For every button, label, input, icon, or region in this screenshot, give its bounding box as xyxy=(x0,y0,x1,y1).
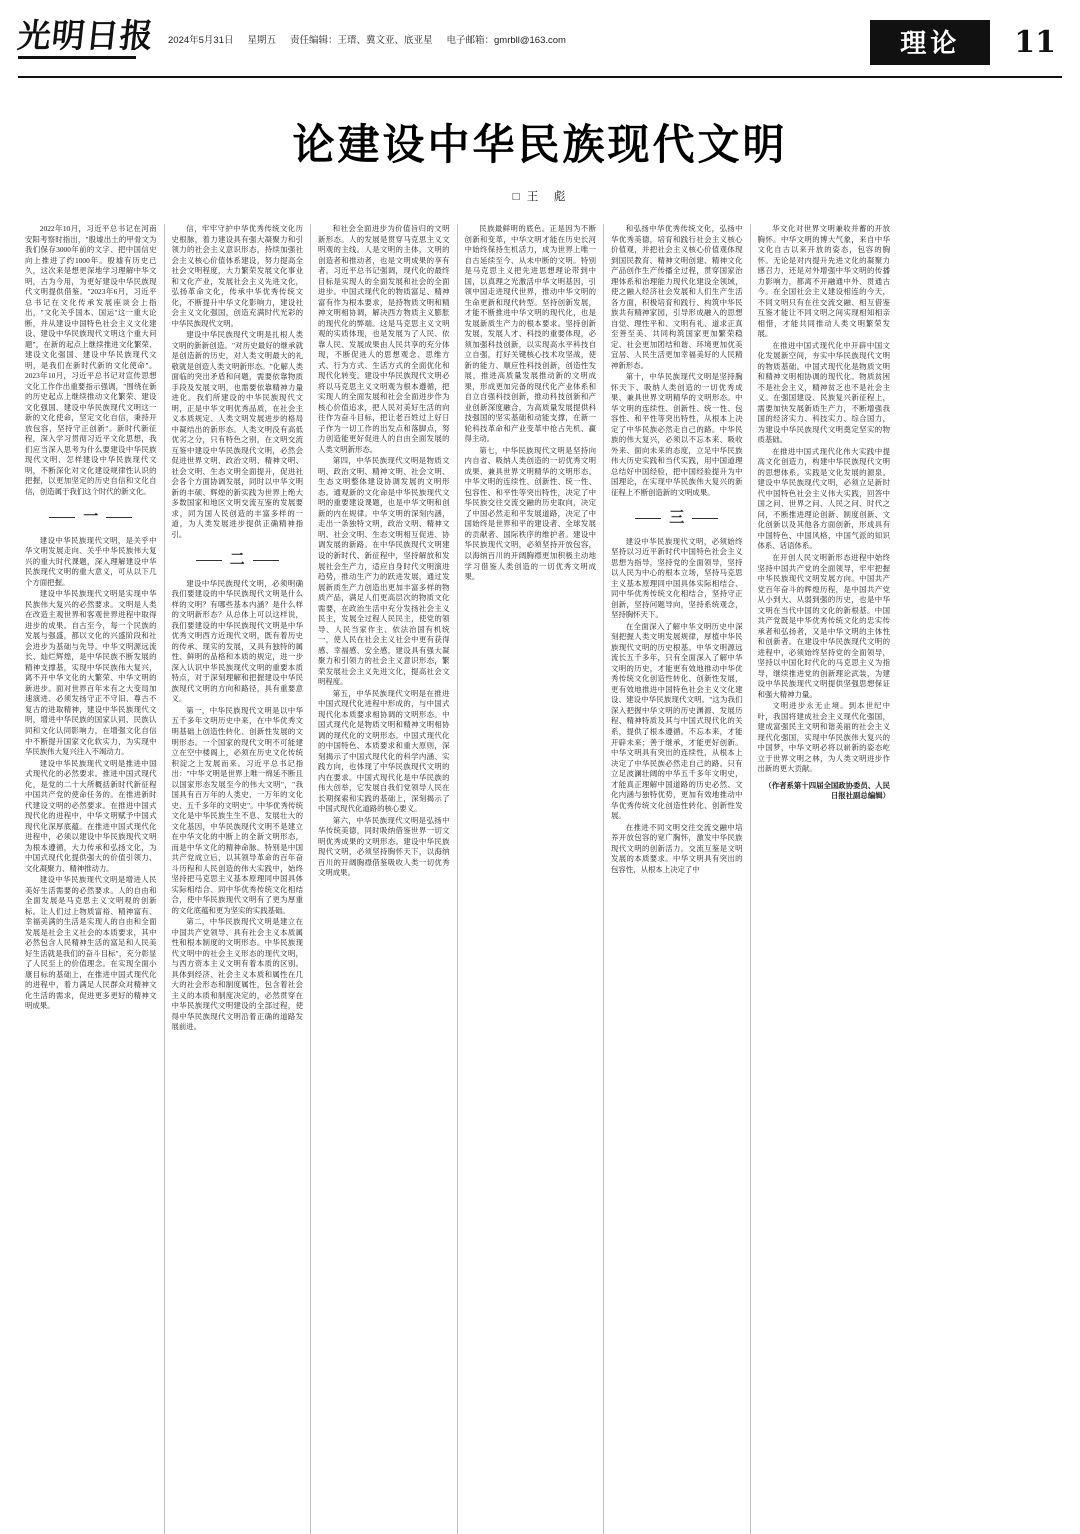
headline-block xyxy=(18,78,1062,210)
paragraph: 在推进中国式现代化中开辟中国文化发展新空间，夯实中华民族现代文明的物质基础。中国式现代化是物质文明和精神文明相协调的现代化。物质贫困不是社会主义，精神贫乏也不是社会主义。在强国建设、民族复兴新征程上，需要加快发展新质生产力，不断增强我国的经济实力、科技实力、综合国力，为建设中华民族现代文明奠定坚实的物质基础。 xyxy=(757,340,890,445)
author-note: （作者系第十四届全国政协委员、人民日报社副总编辑） xyxy=(764,780,890,801)
page-title: 论建设中华民族现代文明 xyxy=(292,120,788,169)
paragraph: 民族最鲜明的底色。正是因为不断创新和变革，中华文明才能在历史长河中始终保持生机活力，成为世界上唯一自古延续至今、从未中断的文明。特别是马克思主义把先进思想理论带到中国，以真理之光激活中华文明基因，引领中国走进现代世界，推动中华文明的生命更新和现代转型。坚持创新发展，才能不断推进中华文明的现代化，也是发展新质生产力的根本要求。坚持创新发展，发展人才、科技的重要体现，必须加强科技创新，以实现高水平科技自立自强，打好关键核心技术攻坚战，使新的能力、顺应性科技创新，创造性发展，推进高质量发展推动新的文明成果，形成更加完备的现代化产业体系和自立自强科技创新，推动科技创新和产业创新深度融合，为高质量发展提供科技强国的坚实基础和动能支撑，在新一轮科技革命和产业变革中抢占先机、赢得主动。 xyxy=(464,224,596,444)
rule-left xyxy=(196,560,222,561)
paragraph: 第四，中华民族现代文明是物质文明、政治文明、精神文明、社会文明、生态文明整体建设协调发展的文明形态。通观新的文化命是中华民族现代文明的重要建设课题，也是中华文明和创新的内在规律。中华文明的深刻内涵，走出一条独特文明，政治文明、精神文明、社会文明、生态文明相互促进、协调发展的新路。在中华民族现代文明建设的新时代、新征程中，坚持解放和发展社会生产力，适应自身时代文明演进趋势，推动生产力的跃进发展，通过发展新质生产力创造出更加丰富多样的物质产品，满足人们更高层次的物质文化需要，在政治生活中充分发扬社会主义民主，发展全过程人民民主，使党的领导、人民当家作主、依法治国有机统一，使人民在社会主义社会中更有获得感、幸福感、安全感，建设具有强大凝聚力和引领力的社会主义意识形态，繁荣发展社会主义先进文化，提高社会文明程度。 xyxy=(318,456,450,687)
rule-left xyxy=(49,517,75,518)
paragraph: 第十，中华民族现代文明是坚持胸怀天下、吸纳人类创造的一切优秀成果、兼具世界文明精华的文明形态。中华文明的连续性、创新性、统一性、包容性、和平性等突出特性，从根本上决定了中华民族必然走自己的路。中华民族的伟大复兴，必须以不忘本来、吸收外来、面向未来的态度，立足中华民族伟大历史实践和当代实践，用中国道理总结好中国经验，把中国经验提升为中国理论，在实现中华民族伟大复兴的新征程上不断创造新的文明成果。 xyxy=(611,372,743,497)
newspaper-logo: 光明日报 xyxy=(18,14,154,59)
column-2 xyxy=(165,224,312,1534)
rule-left xyxy=(635,518,661,519)
masthead xyxy=(15,14,1062,78)
paragraph: 建设中华民族现代文明，是关乎中华文明发展走向、关乎中华民族伟大复兴的重大时代课题，深入理解建设中华民族现代文明的重大意义，可从以下几个方面把握。 xyxy=(25,535,157,587)
section-marker-3 xyxy=(611,507,743,528)
column-4 xyxy=(458,224,605,1534)
column-3 xyxy=(311,224,458,1534)
paragraph: 和弘扬中华优秀传统文化，弘扬中华优秀美德，培育和践行社会主义核心价值观，并把社会主义核心价值观体现到国民教育、精神文明创建、精神文化产品创作生产传播全过程，贯穿国家治理体系和治理能力现代化建设全领域，使之融入经济社会发展和人们生产生活各方面，积极培育和践行、构筑中华民族共有精神家园，引导形成融入的思想自觉、理性平和、文明有礼、道求正真至善至美、共同构筑国家更加繁荣稳定、社会更加团结和谐、环境更加优美宜居、人民生活更加幸福美好的人民精神新形态。 xyxy=(611,224,743,370)
rule-right xyxy=(253,560,279,561)
logo-underline xyxy=(18,56,136,59)
column-1 xyxy=(18,224,165,1534)
paragraph: 在全面深入了解中华文明历史中深刻把握人类文明发展规律，厚植中华民族现代文明的历史根基。中华文明源远流长五千多年，只有全面深入了解中华文明的历史，才能更有效地推动中华优秀传统文化创造性转化、创新性发展，更有效地推进中国特色社会主义文化建设、建设中华民族现代文明。"这为我们深入把握中华文明的历史渊源、发展历程、精神特质及其与中国式现代化的关系，提供了根本遵循。不忘本来，才能开辟未来；善于继承，才能更好创新。中华文明具有突出的连续性，从根本上决定了中华民族必然走自己的路。只有立足波澜壮阔的中华五千多年文明史，才能真正理解中国道路的历史必然、文化内涵与独特优势，更加有效地推动中华优秀传统文化创造性转化、创新性发展。 xyxy=(611,621,743,821)
masthead-right xyxy=(870,14,1062,65)
paragraph: 建设中华民族现代文明是实现中华民族伟大复兴的必然要求。文明是人类在改造主观世界和客观世界进程中取得进步的成果。自古至今，每一个民族的发展与强盛，都以文化的兴盛阶段和社会进步为基础与先导。中华文明源远流长、灿烂辉煌，是中华民族不断发展的精神支撑基，实现中华民族伟大复兴，离不开中华文化的大繁荣、中华文明的新进步。面对世界百年未有之大变局加速演进、必须发扬守正不守旧、尊古不复古的进取精神，建设中华民族现代文明，增进中华民族的国家认同、民族认同和文化认同影响力，在增强文化自信中不断提升国家文化软实力，为实现中华民族伟大复兴注入不竭动力。 xyxy=(25,589,157,757)
rule-right xyxy=(106,517,132,518)
paragraph: 在开创人民文明新形态进程中始终坚持中国共产党的全面领导，牢牢把握中华民族现代文明发展方向。中国共产党百年奋斗的辉煌历程，是中国共产党从小到大、从弱到强的历史，也是中华文明在当代中国的文化的新根基。中国共产党既是中华优秀传统文化的忠实传承者和弘扬者，又是中华文明的主体性和创新者。在建设中华民族现代文明的进程中，必须始终坚持党的全面领导，坚持以中国化时代化的马克思主义为指导，继续推进党的创新理论武装，为建设中华民族现代文明提供坚强思想保证和强大精神力量。 xyxy=(757,552,890,699)
paragraph: 建设中华民族现代文明，必须始终坚持以习近平新时代中国特色社会主义思想为指导，坚持党的全面领导，坚持以人民为中心的根本立场，坚持马克思主义基本原理同中国具体实际相结合、同中华优秀传统文化相结合，坚持守正创新，坚持问题导向，坚持系统观念，坚持胸怀天下。 xyxy=(611,536,743,620)
paragraph: 建设中华民族现代文明是推进中国式现代化的必然要求。推进中国式现代化，是党的二十大所概括新时代新征程中国共产党的使命任务的。在推进新时代建设文明的必然要求。在推进中国式现代化的进程中，中华文明赋予中国式现代化深厚底蕴。在推进中国式现代化进程中，必须以建设中华民族现代文明为根本遵循，大力传承和弘扬文化，为中国式现代化提供强大的价值引领力、文化凝聚力、精神推动力。 xyxy=(25,758,157,873)
section-marker-label: 三 xyxy=(669,508,685,527)
publication-date: 2024年5月31日 xyxy=(168,35,234,46)
paragraph: 信，牢牢守护中华优秀传统文化历史根脉，着力建设具有强大凝聚力和引领力的社会主义意识形态，持续加强社会主义核心价值体系建设，努力提高全社会文明程度，大力繁荣发展文化事业和文化产业，发展社会主义先进文化，弘扬革命文化，传承中华优秀传统文化，不断提升中华文化影响力，建设社会主义文化强国，创造充满时代光彩的中华民族现代文明。 xyxy=(171,224,303,328)
column-6 xyxy=(751,224,898,1534)
paragraph: 华文化对世界文明兼收并蓄的开放胸怀。中华文明的博大气象，来自中华文化自古以来开放的姿态，包容的胸怀。无论是对内提升先进文化的凝聚力感召力，还是对外增强中华文明的传播力影响力，都离不开融通中外、贯通古今。在全国社会主义建设相连的今天，不同文明只有在往交流交融、相互借鉴互鉴才能让不同文明之间实现相知相亲相惜，才能共同推动人类文明繁荣发展。 xyxy=(757,224,890,339)
paragraph: 文明进步永无止境。到本世纪中叶，我国将建成社会主义现代化强国，建成富强民主文明和谐美丽的社会主义现代化强国，实现中华民族伟大复兴的中国梦，中华文明必将以崭新的姿态屹立于世界文明之林，为人类文明进步作出新的更大贡献。 xyxy=(757,701,890,774)
page-number: 11 xyxy=(1014,25,1056,60)
paragraph: 在推进不同文明交往交流交融中培养开放包容的宽广胸怀，激发中华民族现代文明的创新活力。交流互鉴是文明发展的本质要求。中华文明具有突出的包容性，从根本上决定了中 xyxy=(611,822,743,874)
paragraph: 第五，中华民族现代文明是在推进中国式现代化进程中形成的，与中国式现代化本质要求相协调的文明形态。中国式现代化是物质文明和精神文明相协调的现代化的文明形态。中国式现代化的中国特色、本质要求和重大原则，深刻揭示了中国式现代化的科学内涵、实践方向，也体现了中华民族现代文明的内在要求。中国式现代化是中华民族的伟大创举，它发展自我们党领导人民在长期探索和实践的基础上，深刻揭示了中国式现代化道路的核心要义。 xyxy=(318,688,450,814)
section-marker-1 xyxy=(25,506,157,527)
section-marker-label: 一 xyxy=(83,507,99,526)
paragraph: 第一，中华民族现代文明是以中华五千多年文明历史中来，在中华优秀文明基础上创造性转化、创新性发展的文明形态。一个国家的现代文明不可能建立在空中楼阁上，必须在历史文化传统积淀之上发展而来。习近平总书记指出："中华文明是世界上唯一绵延不断且以国家形态发展至今的伟大文明"，"我国具有百万年的人类史、一万年的文化史、五千多年的文明史"。中华优秀传统文化是中华民族生生不息、发展壮大的文化基因，中华民族现代文明不是建立在中华文化的中断上的全新文明形态，而是中华文化的精神命脉。特别是中国共产党成立后，以其领导革命的百年奋斗历程和人民创造的伟大实践中，始终坚持把马克思主义基本原理同中国具体实际相结合、同中华优秀传统文化相结合，使中华民族现代文明有了更为厚重的文化底蕴和更为坚实的实践基础。 xyxy=(171,705,303,915)
column-5 xyxy=(604,224,751,1534)
section-marker-2 xyxy=(172,549,304,570)
article-columns xyxy=(18,224,1062,1534)
paragraph: 第六，中华民族现代文明是弘扬中华传统美德，同时吸纳借鉴世界一切文明优秀成果的文明形态。建设中华民族现代文明，必须坚持胸怀天下，以海纳百川的开阔胸襟借鉴吸收人类一切优秀文明成果。 xyxy=(318,815,450,878)
paragraph: 第二，中华民族现代文明是建立在中国共产党领导、具有社会主义本质属性和根本制度的文明形态。中华民族现代文明中的社会主义形态的现代文明，与西方资本主义文明有着本质的区别。具体到经济、社会主义本质和属性在几大的社会形态和制度属性，包含着社会主义的本质和制度决定的，必然贯穿在中华民族现代文明建设的全部过程，使得中华民族现代文明沿着正确的道路发展前进。 xyxy=(171,917,303,1032)
responsible-editors: 责任编辑：王瑨、冀文亚、底亚星 xyxy=(290,35,433,46)
paragraph: 建设中华民族现代文明是增进人民美好生活需要的必然要求。人的自由和全面发展是马克思主义文明观的创新标。让人们过上物质富裕、精神富有、幸福美满的生活是实现人的自由和全面发展是社会主义社会的本质要求，其中必然包含人民精神生活的富足和人民美好生活就是我们的奋斗目标"，充分彰显了人民至上的价值理念。在实现全面小康目标的基础上，在推进中国式现代化的进程中，着力满足人民群众对精神文化生活的需求，促进更多更好的精神文明成果。 xyxy=(25,875,157,1011)
rule-right xyxy=(692,518,718,519)
paragraph: 和社会全面进步为价值旨归的文明新形态。人的发展是贯穿马克思主义文明观的主线。人是文明的主体，文明的创造者和推动者，也是文明成果的享有者。习近平总书记强调，现代化的最终目标是实现人的全面发展和社会的全面进步。中国式现代化的物质富足、精神富有作为根本要求，是持物质文明和精神文明相协调，解决西方物质主义膨胀的现代化的弊端。这是马克思主义文明观的实质体现，也是发展为了人民、依靠人民、发展成果由人民共享的充分体现，不断促进人的思想观念、思维方式、行为方式、生活方式的全面优化和现代化转变。建设中华民族现代文明必将以马克思主义文明观为根本遵循，把实现人的全面发展和社会全面进步作为核心价值追求，把人民对美好生活的向往作为奋斗目标，把让老百姓过上好日子作为一切工作的出发点和落脚点，努力创造能更好促进人的自由全面发展的人类文明新形态。 xyxy=(318,224,450,454)
section-badge: 理论 xyxy=(870,20,990,65)
paragraph: 建设中华民族现代文明是扎根人类文明的新新创造。"对历史最好的继承就是创造新的历史，对人类文明最大的礼敬就是创造人类文明新形态。"化解人类面临的突出矛盾和问题，需要依靠物质手段及发展文明，也需要依靠精神力量进化。我们所建设的中华民族现代文明，正是中华文明优秀品质，在社会主义本质规定、人类文明发展进步的格局中凝结出的新形态。人类文明没有高低优劣之分，只有特色之别，在文明交流互鉴中建设中华民族现代文明，必然会促进世界文明、政治文明、精神文明、社会文明、生态文明全面提升，促进社会各个方面协调发展，同时以中华文明新的丰硕、辉煌的新实践为世界上绝大多数国家和地区文明交流互鉴的发展要求，同为国人民创造的丰富多样的一道，为人类发展进步提供正确精神指引。 xyxy=(171,330,303,539)
paragraph: 第七，中华民族现代文明是坚持向内自省、吸纳人类创造的一切优秀文明成果、兼具世界文明精华的文明形态。中华文明的连续性、创新性、统一性、包容性、和平性等突出特性，决定了中华民族交往交流交融的历史取向，决定了中国必然走和平发展道路，决定了中国始终是世界和平的建设者、全球发展的贡献者、国际秩序的维护者。建设中华民族现代文明，必须坚持开放包容，以海纳百川的开阔胸襟更加积极主动地学习借鉴人类创造的一切优秀文明成果。 xyxy=(464,445,596,582)
publication-weekday: 星期五 xyxy=(247,35,276,46)
paragraph: 建设中华民族现代文明，必须明确我们要建设的中华民族现代文明是什么样的文明？有哪些基本内涵？是什么样的文明新形态？从总体上可以这样说，我们要建设的中华民族现代文明是中华优秀文明西方近现代文明，既有着历史的传承、现实的发展，又具有独特的属性、鲜明的品格和本质的规定，进一步深入认识中华民族现代文明的重要本质特点，对于深刻理解和把握建设中华民族现代文明的方向和路径，具有重要意义。 xyxy=(171,578,303,704)
paragraph: 2022年10月，习近平总书记在河南安阳考察时指出，"殷墟出土的甲骨文为我们保存3000年前的文字、把中国信史向上推进了约1000年。殷墟有历史已久，这次来是想更深地学习理解中华文明，古为今用，为更好建设中华民族现代文明提供借鉴。"2023年6月，习近平总书记在文化传承发展座谈会上指出，"文化关乎国本、国运"这一重大论断，并从建设中国特色社会主义文化建设、建设中华民族现代文明这个重大问题"，在新的起点上继续推进文化繁荣、建设文化强国、建设中华民族现代文明，是我们在新时代新的文化使命"。2023年10月，习近平总书记对宣传思想文化工作作出重要指示强调，"围绕在新的历史起点上继续推动文化繁荣、建设文化强国、建设中华民族现代文明这一新的文化使命，坚定文化自信，秉持开放包容，坚持守正创新"。新时代新征程，深入学习贯彻习近平文化思想，我们应当深入思考为什么要建设中华民族现代文明、怎样建设中华民族现代文明，不断深化对文化建设规律性认识的把握，以更加坚定的历史自信和文化自信，创造属于我们这个时代的新文化。 xyxy=(25,224,157,496)
contact-email: 电子邮箱：gmrbll@163.com xyxy=(446,35,566,46)
paragraph: 在推进中国式现代化伟大实践中提高文化创造力，构建中华民族现代文明的思想体系。实践是文化发展的源泉。建设中华民族现代文明，必须立足新时代中国特色社会主义伟大实践，回答中国之问、世界之问、人民之问、时代之问，不断推进理论创新、制度创新、文化创新以及其他各方面创新，形成具有中国特色、中国风格、中国气派的知识体系、话语体系。 xyxy=(757,446,890,551)
section-marker-label: 二 xyxy=(229,550,245,569)
masthead-meta xyxy=(154,14,870,46)
article-byline: □ 王 彪 xyxy=(512,191,568,203)
